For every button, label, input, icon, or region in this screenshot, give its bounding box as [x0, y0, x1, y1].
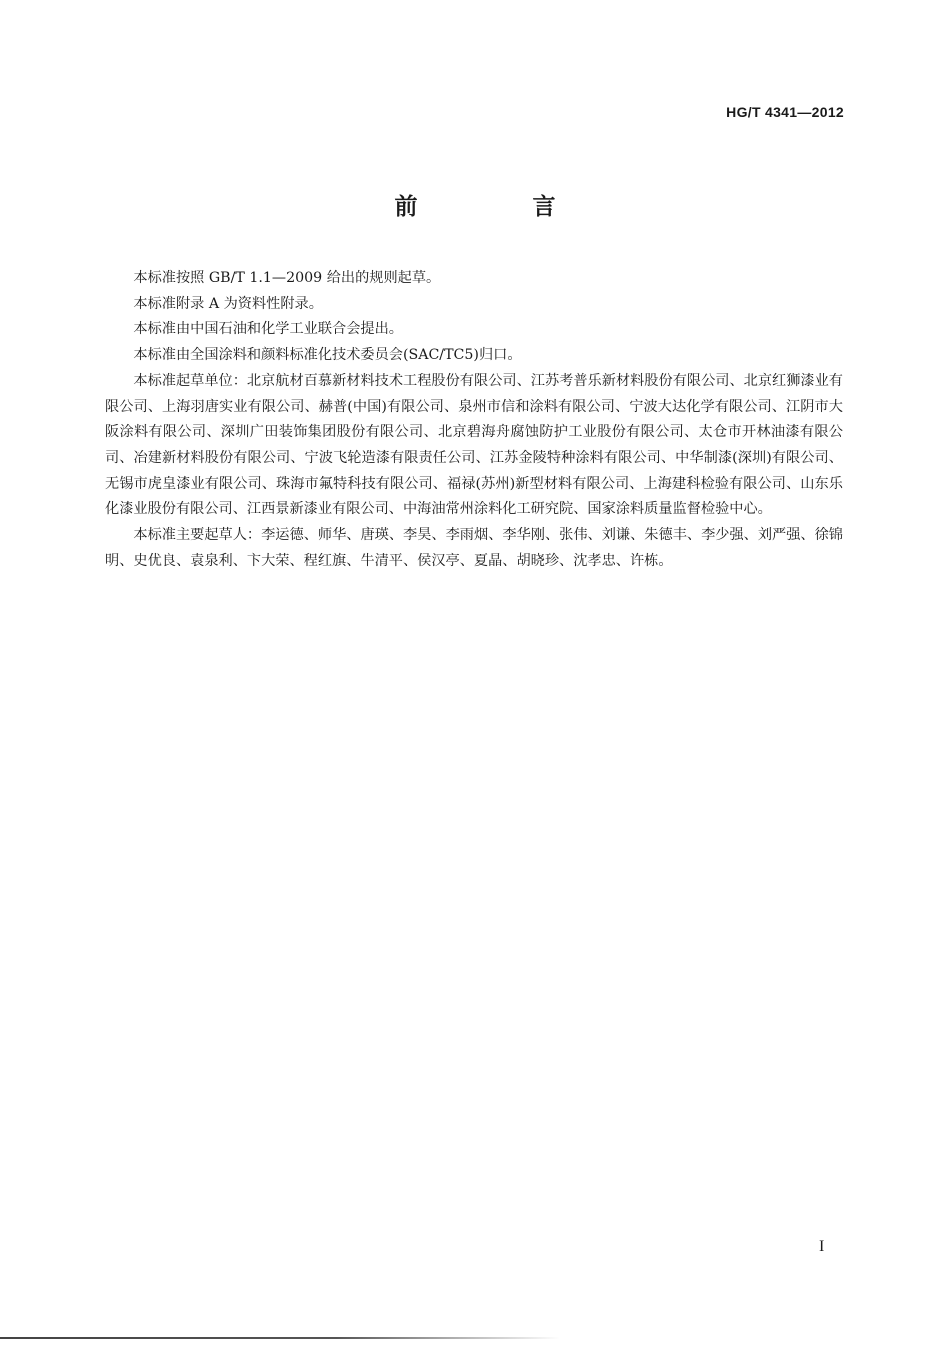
standard-code: HG/T 4341—2012 [726, 104, 844, 120]
paragraph-drafters: 本标准主要起草人：李运德、师华、唐瑛、李昊、李雨烟、李华刚、张伟、刘谦、朱德丰、李少强、刘严强、徐锦明、史优良、袁泉利、卞大荣、程红旗、牛清平、侯汉亭、夏晶、胡晓珍、沈孝忠、许栋。 [105, 527, 843, 569]
paragraph-committee: 本标准由全国涂料和颜料标准化技术委员会(SAC/TC5)归口。 [133, 347, 522, 364]
foreword-body [105, 266, 843, 574]
paragraph-proposer: 本标准由中国石油和化学工业联合会提出。 [133, 321, 403, 338]
scan-edge-line [0, 1337, 560, 1339]
paragraph-drafting-rules: 本标准按照 GB/T 1.1—2009 给出的规则起草。 [133, 270, 441, 286]
paragraph-appendix: 本标准附录 A 为资料性附录。 [133, 295, 323, 312]
page-title: 前 言 [394, 194, 602, 220]
paragraph-drafting-units: 本标准起草单位：北京航材百慕新材料技术工程股份有限公司、江苏考普乐新材料股份有限公司、北京红狮漆业有限公司、上海羽唐实业有限公司、赫普(中国)有限公司、泉州市信和涂料有限公司、宁波大达化学有限公司、江阴市大阪涂料有限公司、深圳广田装饰集团股份有限公司、北京碧海舟腐蚀防护工业股份有限公司、太仓市开林油漆有限公司、冶建新材料股份有限公司、宁波飞轮造漆有限责任公司、江苏金陵特种涂料有限公司、中华制漆(深圳)有限公司、无锡市虎皇漆业有限公司、珠海市氟特科技有限公司、福禄(苏州)新型材料有限公司、上海建科检验有限公司、山东乐化漆业股份有限公司、江西景新漆业有限公司、中海油常州涂料化工研究院、国家涂料质量监督检验中心。 [105, 372, 843, 518]
page-number: I [819, 1238, 825, 1255]
